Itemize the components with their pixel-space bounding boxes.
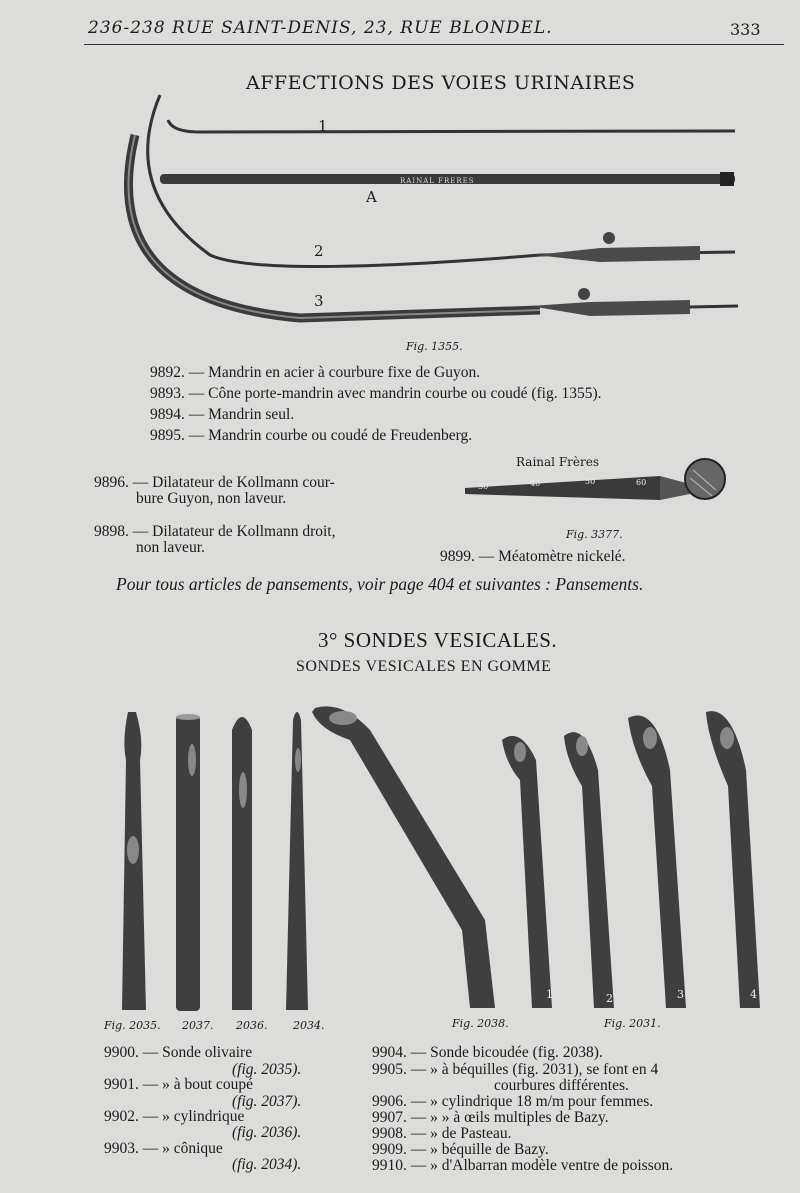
fig-2038-caption: Fig. 2038. (452, 1017, 509, 1030)
scale-50: 50 (585, 477, 596, 486)
scale-60: 60 (636, 478, 647, 487)
item-9900: 9900. — Sonde olivaire (104, 1044, 253, 1061)
item-9898-line1: 9898. — Dilatateur de Kollmann droit, (94, 523, 336, 540)
item-9901-ref: (fig. 2037). (232, 1093, 302, 1110)
fig-1355-caption: Fig. 1355. (406, 340, 463, 353)
pansements-note: Pour tous articles de pansements, voir page 404 et suivantes : Pansements. (116, 574, 644, 594)
page-number: 333 (730, 20, 761, 39)
item-9909: 9909. — » béquille de Bazy. (372, 1141, 549, 1158)
label-3: 3 (314, 292, 324, 310)
item-9898-line2: non laveur. (136, 539, 205, 556)
sonde-number-2: 2 (606, 992, 613, 1005)
item-9904: 9904. — Sonde bicoudée (fig. 2038). (372, 1044, 603, 1061)
header-address: 236-238 RUE SAINT-DENIS, 23, RUE BLONDEL. (88, 18, 553, 38)
fig-2036-caption: 2036. (236, 1019, 268, 1032)
sonde-number-1: 1 (546, 988, 553, 1001)
item-9905: 9905. — » à béquilles (fig. 2031), se font en 4 (372, 1061, 659, 1078)
section-subtitle-gomme: SONDES VESICALES EN GOMME (296, 658, 552, 675)
item-9895: 9895. — Mandrin courbe ou coudé de Freudenberg. (150, 427, 473, 444)
item-9903-ref: (fig. 2034). (232, 1156, 302, 1173)
item-9901: 9901. — » à bout coupé (104, 1076, 253, 1093)
fig-3377-caption: Fig. 3377. (566, 528, 623, 541)
scale-30: 30 (478, 482, 489, 491)
item-9905-cont: courbures différentes. (494, 1077, 629, 1094)
engraving-cone: RAINAL FRERES (400, 177, 475, 185)
item-9902-ref: (fig. 2036). (232, 1124, 302, 1141)
item-9896-line1: 9896. — Dilatateur de Kollmann cour- (94, 474, 335, 491)
fig-2037-caption: 2037. (182, 1019, 214, 1032)
item-9902: 9902. — » cylindrique (104, 1108, 245, 1125)
sonde-number-3: 3 (677, 988, 684, 1001)
item-9892: 9892. — Mandrin en acier à courbure fixe de Guyon. (150, 364, 481, 381)
meatometer-brand: Rainal Frères (516, 455, 599, 469)
label-2: 2 (314, 242, 324, 260)
item-9908: 9908. — » de Pasteau. (372, 1125, 512, 1142)
item-9906: 9906. — » cylindrique 18 m/m pour femmes. (372, 1093, 654, 1110)
item-9893: 9893. — Cône porte-mandrin avec mandrin courbe ou coudé (fig. 1355). (150, 385, 602, 402)
fig-2034-caption: 2034. (293, 1019, 325, 1032)
item-9899: 9899. — Méatomètre nickelé. (440, 548, 626, 565)
item-9896-line2: bure Guyon, non laveur. (136, 490, 287, 507)
section-title-urinary: AFFECTIONS DES VOIES URINAIRES (246, 72, 636, 94)
scale-40: 40 (530, 479, 541, 488)
fig-2035-caption: Fig. 2035. (104, 1019, 161, 1032)
item-9894: 9894. — Mandrin seul. (150, 406, 295, 423)
fig-2031-caption: Fig. 2031. (604, 1017, 661, 1030)
label-1: 1 (318, 117, 328, 135)
item-9910: 9910. — » d'Albarran modèle ventre de poisson. (372, 1157, 674, 1174)
item-9907: 9907. — » » à œils multiples de Bazy. (372, 1109, 609, 1126)
item-9900-ref: (fig. 2035). (232, 1061, 302, 1078)
sonde-number-4: 4 (750, 988, 757, 1001)
section-title-sondes: 3° SONDES VESICALES. (318, 628, 558, 652)
item-9903: 9903. — » cônique (104, 1140, 223, 1157)
label-a: A (366, 188, 377, 206)
